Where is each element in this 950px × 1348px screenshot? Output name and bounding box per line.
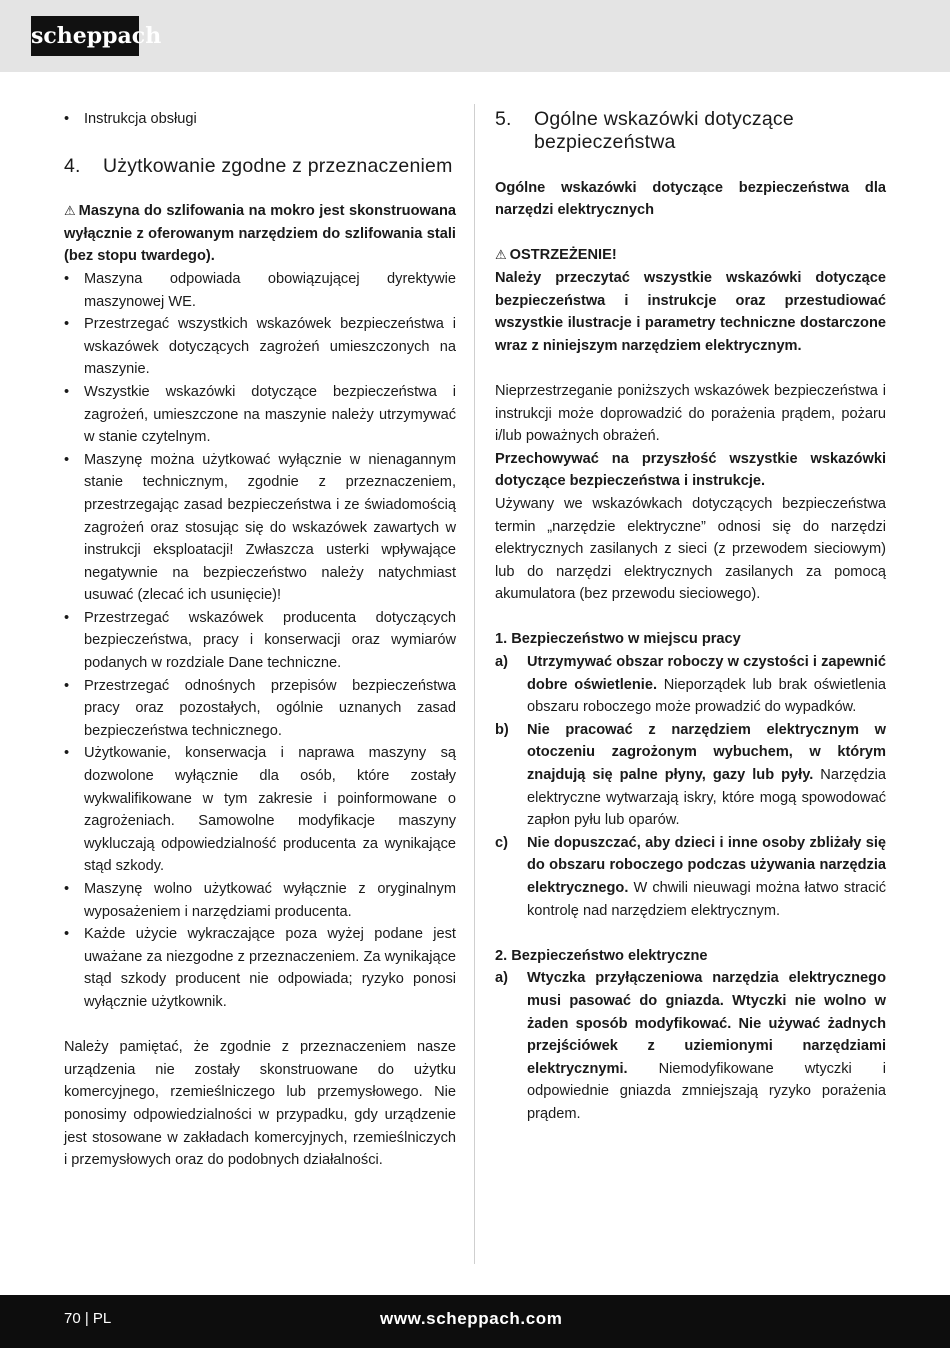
- section-title: Ogólne wskazówki dotyczące bezpieczeństwa: [534, 108, 794, 153]
- paragraph: Nieprzestrzeganie poniższych wskazówek bezpieczeństwa i instrukcji może doprowadzić do porażenia prądem, pożaru i/lub poważnych obrażeń.: [495, 382, 886, 445]
- page-footer: [0, 1295, 950, 1348]
- section-5-heading: [495, 108, 886, 154]
- paragraph: Używany we wskazówkach dotyczących bezpieczeństwa termin „narzędzie elektryczne” odnosi się do narzędzi elektrycznych zasilanych z sieci (z przewodem sieciowym) lub do narzędzi elektrycznych zasilanych za pomocą akumulatora (bez przewodu sieciowego).: [495, 495, 886, 603]
- list-item: • Każde użycie wykraczające poza wyżej podane jest uważane za niezgodne z przeznaczeniem. Za wynikające stąd szkody producent nie odpowiada; ryzyko ponosi wyłącznie użytkownik.: [64, 923, 456, 1013]
- section-number: 5.: [495, 108, 512, 130]
- warning-icon: ⚠: [495, 247, 507, 263]
- item-text: Nieporządek lub brak oświetlenia obszaru roboczego może prowadzić do wypadków.: [527, 676, 886, 716]
- warning-label: OSTRZEŻENIE!: [509, 247, 617, 264]
- list-item: [495, 832, 886, 922]
- list-item: [495, 967, 886, 1125]
- page-header: [0, 0, 950, 72]
- list-item: • Przestrzegać odnośnych przepisów bezpieczeństwa pracy oraz pozostałych, ogólnie uznanych zasad bezpieczeństwa technicznego.: [64, 675, 456, 743]
- item-text: Niemodyfikowane wtyczki i odpowiednie gniazda zmniejszają ryzyko porażenia prądem.: [527, 1060, 886, 1122]
- section-title: Użytkowanie zgodne z przeznaczeniem: [103, 154, 453, 177]
- item-body: [527, 967, 886, 1125]
- item-label: a): [495, 970, 508, 987]
- list-item: [495, 651, 886, 719]
- item-bold-text: Nie pracować z narzędziem elektrycznym w otoczeniu zagrożonym wybuchem, w którym znajdują się palne płyny, gazy lub pyły.: [527, 721, 886, 784]
- item-label: b): [495, 721, 509, 738]
- item-body: [527, 832, 886, 922]
- right-column: [495, 108, 886, 1126]
- subsection-title: 1. Bezpieczeństwo w miejscu pracy: [495, 631, 741, 648]
- item-bold-text: Utrzymywać obszar roboczy w czystości i zapewnić dobre oświetlenie.: [527, 654, 886, 693]
- warning-paragraph: [64, 200, 456, 268]
- item-body: [527, 719, 886, 832]
- warning-heading: [495, 244, 886, 267]
- subsection-title: 2. Bezpieczeństwo elektryczne: [495, 947, 708, 964]
- intro-bullet: • Instrukcja obsługi: [64, 108, 456, 131]
- item-label: c): [495, 834, 508, 851]
- list-item: • Przestrzegać wskazówek producenta dotyczących bezpieczeństwa, pracy i konserwacji oraz wymiarów podanych w rozdziale Dane techniczne.: [64, 607, 456, 675]
- warning-text: Maszyna do szlifowania na mokro jest skonstruowana wyłącznie z oferowanym narzędziem do szlifowania stali (bez stopu twardego).: [64, 203, 456, 265]
- list-item: [495, 719, 886, 832]
- left-column: [64, 108, 456, 1172]
- warning-text: Należy przeczytać wszystkie wskazówki dotyczące bezpieczeństwa i instrukcje oraz przestudiować wszystkie ilustracje i parametry techniczne dostarczone wraz z niniejszym narzędziem elektrycznym.: [495, 269, 886, 354]
- item-label: a): [495, 654, 508, 671]
- item-text: Narzędzia elektryczne wytwarzają iskry, które mogą spowodować zapłon pyłu lub oparów.: [527, 767, 887, 829]
- item-bold-text: Nie dopuszczać, aby dzieci i inne osoby zbliżały się do obszaru roboczego podczas używania narzędzia elektrycznego.: [527, 834, 886, 896]
- list-item: • Wszystkie wskazówki dotyczące bezpieczeństwa i zagrożeń, umieszczone na maszynie należy utrzymywać w stanie czytelnym.: [64, 381, 456, 449]
- paragraph-bold: Przechowywać na przyszłość wszystkie wskazówki dotyczące bezpieczeństwa i instrukcje.: [495, 450, 886, 490]
- list-item: • Maszyna odpowiada obowiązującej dyrektywie maszynowej WE.: [64, 268, 456, 313]
- item-bold-text: Wtyczka przyłączeniowa narzędzia elektrycznego musi pasować do gniazda. Wtyczki nie wolno w żaden sposób modyfikować. Nie używać żadnych przejściówek z uziemionymi narzędziami elektrycznymi.: [527, 970, 886, 1077]
- section-4-heading: [64, 155, 456, 178]
- scheppach-logo: scheppach: [31, 16, 139, 56]
- list-item: • Maszynę można użytkować wyłącznie w nienagannym stanie technicznym, zgodnie z przeznaczeniem, przestrzegając zasad bezpieczeństwa i ze świadomością zagrożeń oraz stosując się do wskazówek zawartych w instrukcji eksploatacji! Zwłaszcza usterki wpływające negatywnie na bezpieczeństwo należy natychmiast usuwać (zlecać ich usunięcie)!: [64, 449, 456, 607]
- list-item: • Maszynę wolno użytkować wyłącznie z oryginalnym wyposażeniem i narzędziami producenta.: [64, 878, 456, 923]
- column-divider: [474, 104, 475, 1264]
- closing-paragraph: Należy pamiętać, że zgodnie z przeznaczeniem nasze urządzenia nie zostały skonstruowane do użytku komercyjnego, rzemieślniczego lub przemysłowego. Nie ponosimy odpowiedzialności w przypadku, gdy urządzenie jest stosowane w zakładach komercyjnych, rzemieślniczych i przemysłowych oraz do podobnych działalności.: [64, 1039, 456, 1169]
- page-number: 70 | PL: [64, 1310, 112, 1327]
- warning-icon: ⚠: [64, 203, 76, 219]
- item-body: [527, 651, 886, 719]
- website-link[interactable]: www.scheppach.com: [380, 1309, 563, 1328]
- section-number: 4.: [64, 154, 81, 177]
- item-text: W chwili nieuwagi można łatwo stracić kontrolę nad narzędziem elektrycznym.: [527, 880, 886, 919]
- list-item: • Przestrzegać wszystkich wskazówek bezpieczeństwa i wskazówek dotyczących zagrożeń umieszczonych na maszynie.: [64, 313, 456, 381]
- list-item: • Użytkowanie, konserwacja i naprawa maszyny są dozwolone wyłącznie dla osób, które zostały wykwalifikowane w tym zakresie i poinformowane o zagrożeniach. Samowolne modyfikacje maszyny wykluczają odpowiedzialność producenta za wynikające stąd szkody.: [64, 742, 456, 878]
- section-subtitle: Ogólne wskazówki dotyczące bezpieczeństwa dla narzędzi elektrycznych: [495, 179, 886, 219]
